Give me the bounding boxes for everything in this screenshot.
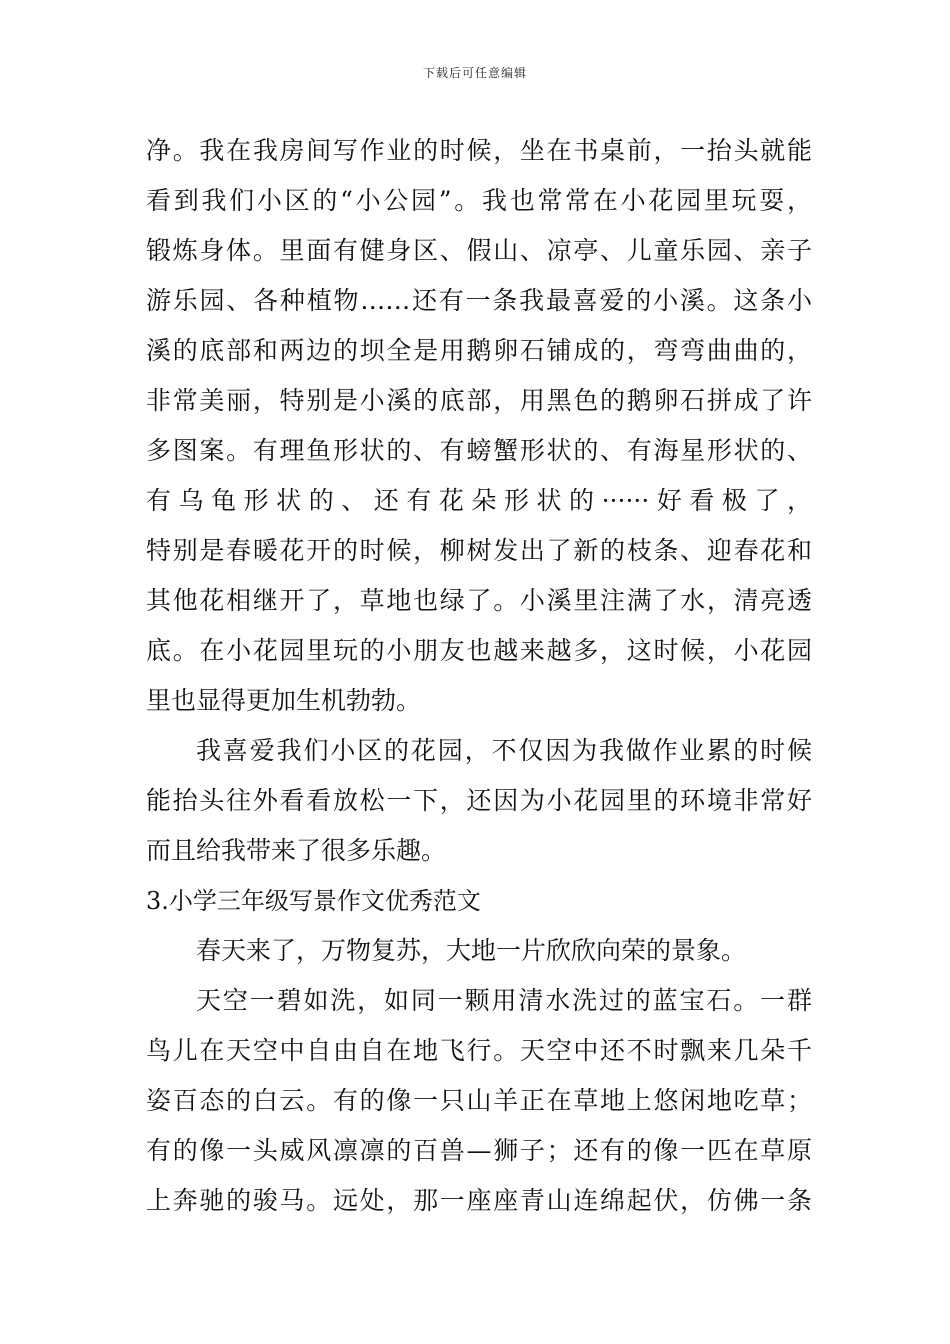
- text-line: 上奔驰的骏马。远处，那一座座青山连绵起伏，仿佛一条: [146, 1186, 812, 1215]
- text-line: 特别是春暖花开的时候，柳树发出了新的枝条、迎春花和: [146, 536, 812, 565]
- paragraph-end-line: 而且给我带来了很多乐趣。: [146, 836, 447, 865]
- paragraph-start-line: 我喜爱我们小区的花园，不仅因为我做作业累的时候: [196, 736, 812, 765]
- text-line: 姿百态的白云。有的像一只山羊正在草地上悠闲地吃草；: [146, 1086, 812, 1115]
- section-heading: 3.小学三年级写景作文优秀范文: [146, 887, 481, 915]
- text-line: 溪的底部和两边的坝全是用鹅卵石铺成的，弯弯曲曲的，: [146, 336, 812, 365]
- document-body: [146, 126, 812, 1226]
- text-line: 净。我在我房间写作业的时候，坐在书桌前，一抬头就能: [146, 136, 812, 165]
- paragraph-single-line: 春天来了，万物复苏，大地一片欣欣向荣的景象。: [196, 936, 747, 965]
- paragraph-start-line: 天空一碧如洗，如同一颗用清水洗过的蓝宝石。一群: [196, 986, 812, 1015]
- text-line: 游乐园、各种植物……还有一条我最喜爱的小溪。这条小: [146, 286, 812, 315]
- page-header: 下载后可任意编辑: [422, 66, 527, 80]
- text-line: 其他花相继开了，草地也绿了。小溪里注满了水，清亮透: [146, 586, 812, 615]
- text-line: 多图案。有理鱼形状的、有螃蟹形状的、有海星形状的、: [146, 436, 812, 465]
- text-line: 底。在小花园里玩的小朋友也越来越多，这时候，小花园: [146, 636, 812, 665]
- text-line: 锻炼身体。里面有健身区、假山、凉亭、儿童乐园、亲子: [146, 236, 812, 265]
- text-line: 看到我们小区的“小公园”。我也常常在小花园里玩耍，: [146, 186, 812, 215]
- text-line: 鸟儿在天空中自由自在地飞行。天空中还不时飘来几朵千: [146, 1036, 812, 1065]
- text-line: 非常美丽，特别是小溪的底部，用黑色的鹅卵石拼成了许: [146, 386, 812, 415]
- text-line: 能抬头往外看看放松一下，还因为小花园里的环境非常好: [146, 786, 812, 815]
- text-line: 有的像一头威风凛凛的百兽—狮子；还有的像一匹在草原: [146, 1136, 812, 1165]
- paragraph-end-line: 里也显得更加生机勃勃。: [146, 686, 422, 715]
- text-line: 有乌龟形状的、还有花朵形状的······好看极了，: [146, 486, 812, 515]
